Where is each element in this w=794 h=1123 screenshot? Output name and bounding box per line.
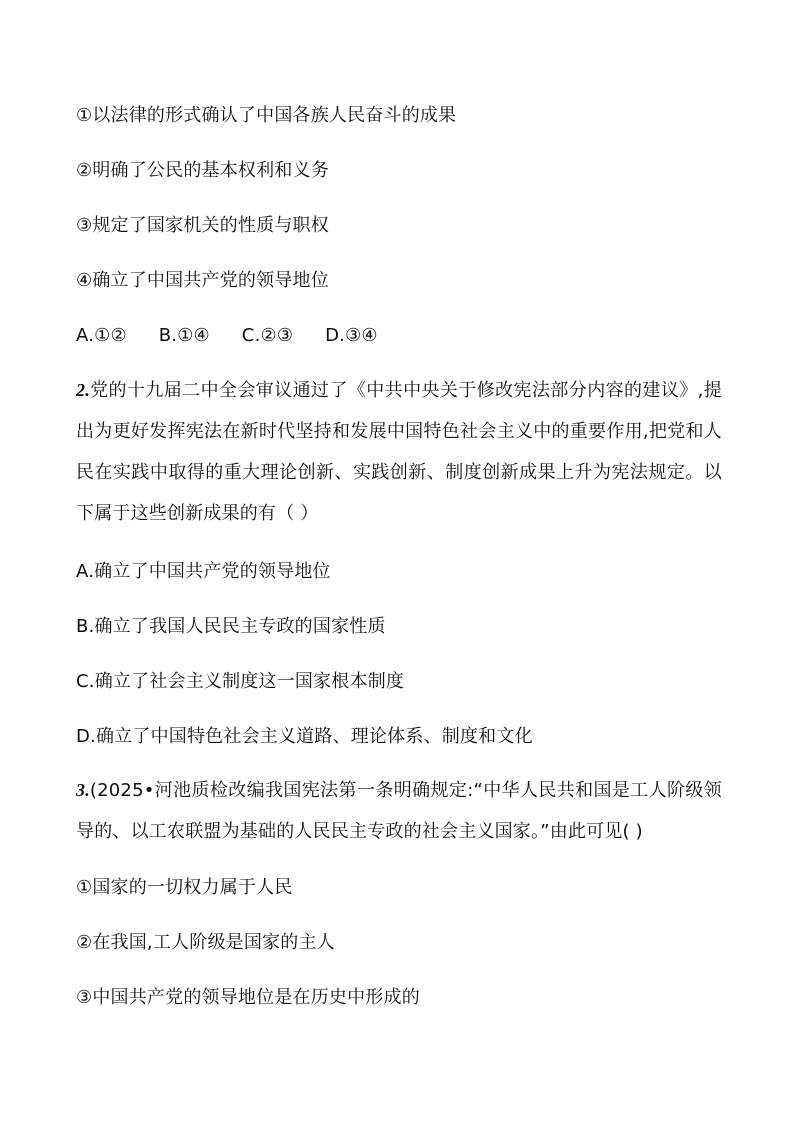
q3-option-2: ②在我国,工人阶级是国家的主人 bbox=[76, 932, 335, 953]
q1-option-3: ③规定了国家机关的性质与职权 bbox=[76, 215, 329, 236]
q2-choice-c: C.确立了社会主义制度这一国家根本制度 bbox=[76, 671, 405, 692]
q2-number: 2. bbox=[76, 380, 90, 400]
q2-stem bbox=[76, 370, 722, 534]
q1-option-2: ②明确了公民的基本权利和义务 bbox=[76, 160, 329, 181]
q1-choice-c: C.②③ bbox=[241, 325, 294, 346]
q1-option-1: ①以法律的形式确认了中国各族人民奋斗的成果 bbox=[76, 105, 457, 126]
q1-option-4: ④确立了中国共产党的领导地位 bbox=[76, 270, 329, 291]
q1-choice-b: B.①④ bbox=[158, 325, 210, 346]
q1-choice-a: A.①② bbox=[76, 325, 127, 346]
q3-number: 3. bbox=[76, 780, 90, 800]
q3-option-3: ③中国共产党的领导地位是在历史中形成的 bbox=[76, 987, 420, 1008]
q3-option-1: ①国家的一切权力属于人民 bbox=[76, 877, 293, 898]
q1-choices bbox=[76, 324, 404, 348]
q2-text: 党的十九届二中全会审议通过了《中共中央关于修改宪法部分内容的建议》,提出为更好发挥宪法在新时代坚持和发展中国特色社会主义中的重要作用,把党和人民在实践中取得的重大理论创新、实践创新、制度创新成果上升为宪法规定。以下属于这些创新成果的有（ ） bbox=[76, 380, 722, 524]
q3-text: (2025•河池质检改编我国宪法第一条明确规定:“中华人民共和国是工人阶级领导的、以工农联盟为基础的人民民主专政的社会主义国家。”由此可见( ) bbox=[76, 780, 722, 842]
q2-choice-b: B.确立了我国人民民主专政的国家性质 bbox=[76, 616, 386, 637]
q3-stem bbox=[76, 770, 722, 852]
q2-choice-a: A.确立了中国共产党的领导地位 bbox=[76, 561, 331, 582]
q2-choice-d: D.确立了中国特色社会主义道路、理论体系、制度和文化 bbox=[76, 726, 533, 747]
q1-choice-d: D.③④ bbox=[325, 325, 378, 346]
